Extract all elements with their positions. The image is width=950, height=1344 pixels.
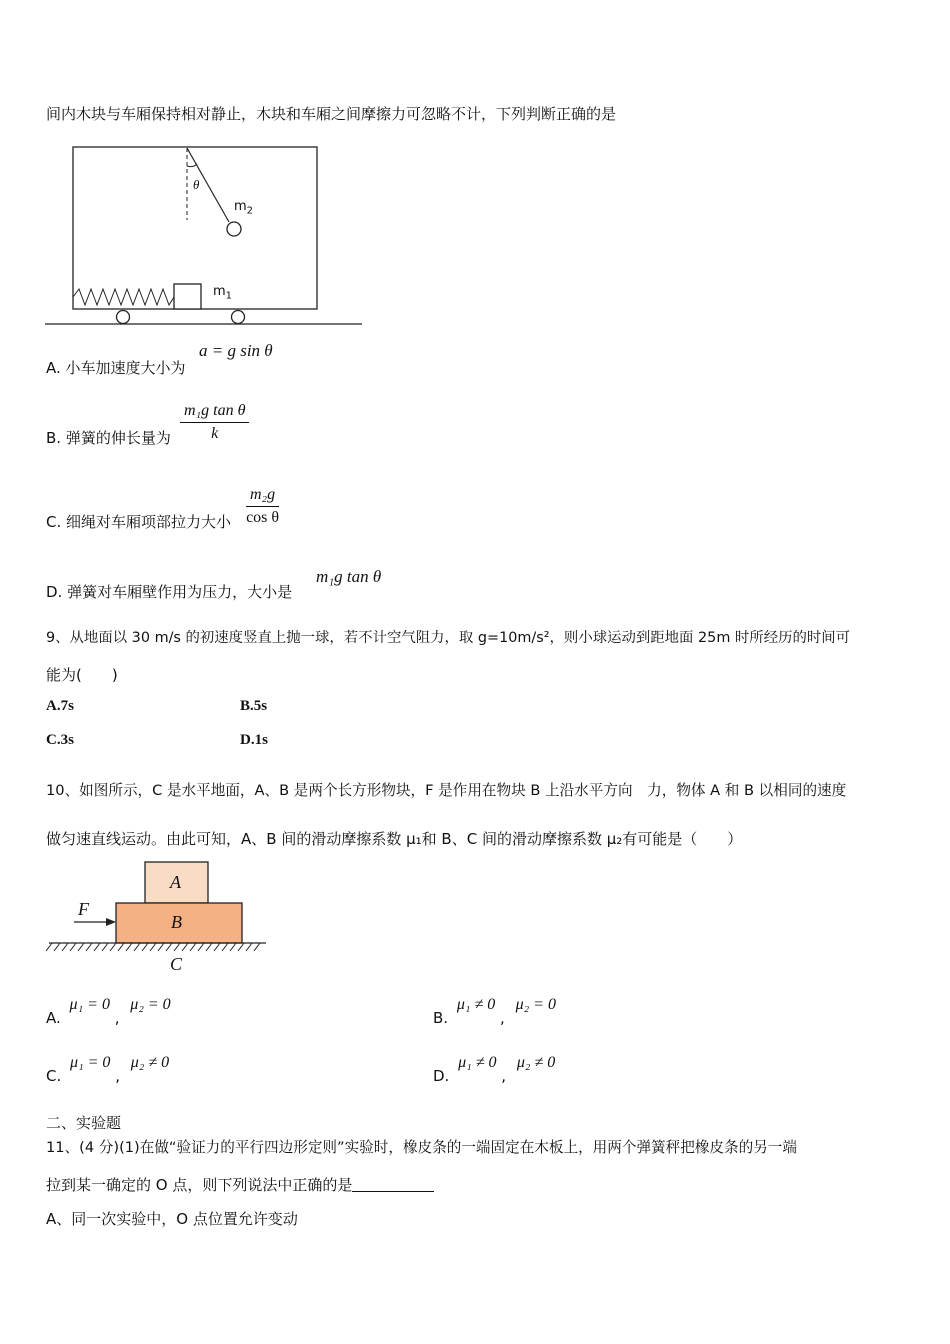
- q9-stem-line2: 能为( ): [46, 666, 118, 684]
- force-label: F: [78, 899, 89, 919]
- q11-stem-line1: 11、(4 分)(1)在做“验证力的平行四边形定则”实验时，橡皮条的一端固定在木板上，用两个弹簧秤把橡皮条的另一端: [46, 1139, 797, 1156]
- q8-option-b: B. 弹簧的伸长量为: [46, 429, 171, 447]
- block-b-label: B: [171, 912, 182, 932]
- block-a-label: A: [170, 872, 181, 892]
- m2-label: $m_2$: [234, 199, 254, 217]
- q10-stem-line1: 10、如图所示，C 是水平地面，A、B 是两个长方形物块，F 是作用在物块 B 上沿水平方向 力，物体 A 和 B 以相同的速度: [46, 782, 847, 799]
- q10-option-a: A. μ₁ = 0 , μ₂ = 0: [46, 996, 171, 1027]
- q8-option-a-formula: a = g sin θ: [199, 341, 273, 360]
- q8-option-b-fraction: $\frac{\text{m₁g tan θ}}{k}$: [180, 402, 249, 443]
- q10-option-c: C. μ₁ = 0 , μ₂ ≠ 0: [46, 1054, 170, 1085]
- section-heading: 二、实验题: [46, 1114, 122, 1132]
- q8-option-c: C. 细绳对车厢项部拉力大小: [46, 513, 232, 531]
- q10-option-d: D. μ₁ ≠ 0 , μ₂ ≠ 0: [433, 1054, 556, 1085]
- q9-stem-line1: 9、从地面以 30 m/s 的初速度竖直上抛一球，若不计空气阻力，取 g=10m/s²，则小球运动到距地面 25m 时所经历的时间可: [46, 630, 851, 646]
- q9-option-b: B.5s: [240, 698, 268, 714]
- q8-option-c-fraction: $\frac{\text{m₂g}}{\text{cos θ}}$: [246, 486, 280, 526]
- m1-label: $m_1$: [213, 284, 233, 302]
- q11-stem-line2: 拉到某一确定的 O 点，则下列说法中正确的是: [46, 1174, 434, 1195]
- q10-option-b: B. μ₁ ≠ 0 , μ₂ = 0: [433, 996, 556, 1027]
- q10-stem-line2: 做匀速直线运动。由此可知，A、B 间的滑动摩擦系数 μ₁和 B、C 间的滑动摩擦系数 μ₂有可能是（ ）: [46, 830, 743, 848]
- answer-blank[interactable]: [352, 1177, 434, 1192]
- q8-option-d-formula: m₁g tan θ: [316, 567, 382, 586]
- theta-label: θ: [193, 177, 200, 192]
- ground-c-label: C: [170, 954, 183, 974]
- q9-option-c: C.3s: [46, 732, 74, 748]
- q8-option-d: D. 弹簧对车厢壁作用为压力，大小是: [46, 583, 293, 601]
- q11-option-a: A、同一次实验中，O 点位置允许变动: [46, 1210, 298, 1228]
- q8-option-a: A. 小车加速度大小为: [46, 359, 186, 377]
- intro-line: 间内木块与车厢保持相对静止，木块和车厢之间摩擦力可忽略不计，下列判断正确的是: [46, 105, 617, 123]
- cart-pendulum-figure: [40, 140, 370, 330]
- q9-option-d: D.1s: [240, 732, 268, 748]
- q9-option-a: A.7s: [46, 698, 74, 714]
